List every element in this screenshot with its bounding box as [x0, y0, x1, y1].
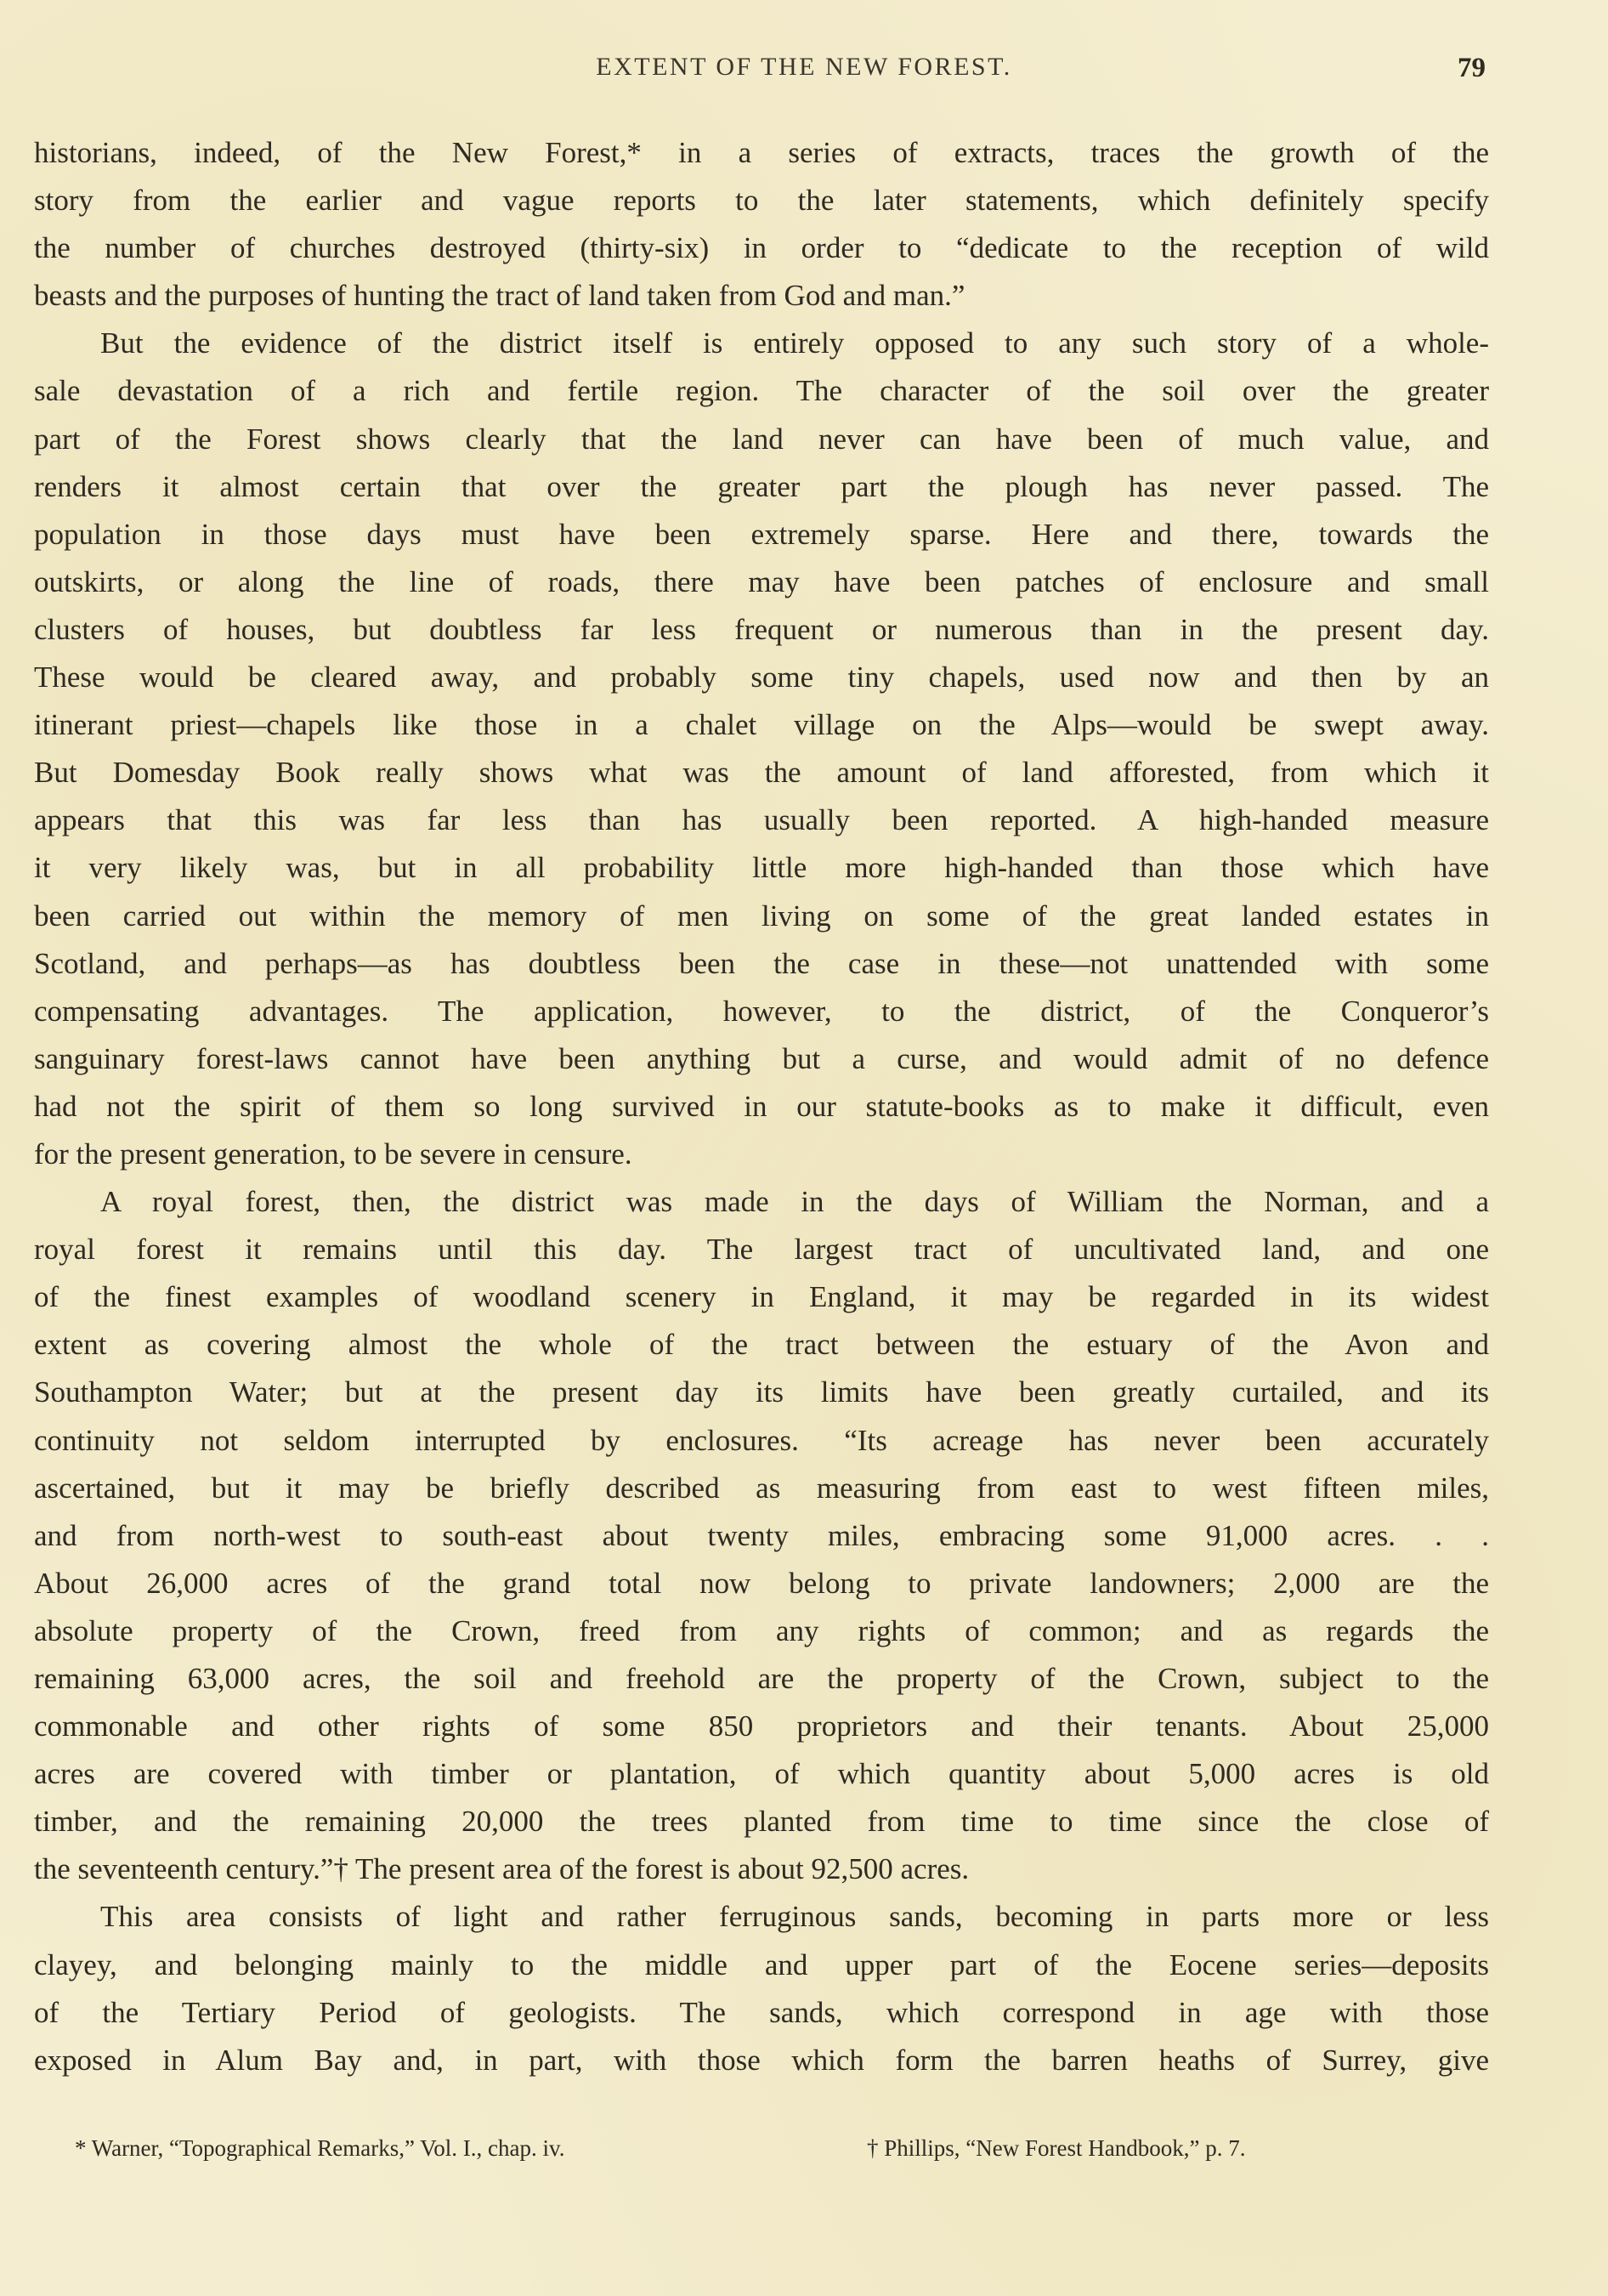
text-line: timber, and the remaining 20,000 the trees planted from time to time since the close of [34, 1805, 1489, 1839]
text-line: exposed in Alum Bay and, in part, with those which form the barren heaths of Surrey, give [34, 2043, 1489, 2077]
text-line: for the present generation, to be severe in censure. [34, 1137, 632, 1171]
text-line: renders it almost certain that over the greater part the plough has never passed. The [34, 469, 1489, 503]
text-line: acres are covered with timber or plantation, of which quantity about 5,000 acres is old [34, 1757, 1489, 1791]
footnotes [0, 2135, 1608, 2169]
text-line: the number of churches destroyed (thirty-six) in order to “dedicate to the reception of wild [34, 231, 1489, 265]
text-line: These would be cleared away, and probably some tiny chapels, used now and then by an [34, 660, 1489, 694]
text-line: itinerant priest—chapels like those in a chalet village on the Alps—would be swept away. [34, 708, 1489, 742]
running-title: EXTENT OF THE NEW FOREST. [596, 53, 1012, 81]
text-line: and from north-west to south-east about twenty miles, embracing some 91,000 acres. . . [34, 1518, 1489, 1552]
text-line: it very likely was, but in all probability little more high-handed than those which have [34, 851, 1489, 885]
text-line: remaining 63,000 acres, the soil and freehold are the property of the Crown, subject to the [34, 1662, 1489, 1695]
text-line: Southampton Water; but at the present day its limits have been greatly curtailed, and its [34, 1375, 1489, 1409]
text-line: of the finest examples of woodland scenery in England, it may be regarded in its widest [34, 1280, 1489, 1314]
running-head [0, 53, 1608, 87]
text-line: commonable and other rights of some 850 proprietors and their tenants. About 25,000 [34, 1709, 1489, 1743]
text-line: historians, indeed, of the New Forest,* in a series of extracts, traces the growth of the [34, 136, 1489, 169]
text-line: sale devastation of a rich and fertile region. The character of the soil over the greater [34, 374, 1489, 408]
text-line: story from the earlier and vague reports to the later statements, which definitely specify [34, 184, 1489, 218]
text-line: ascertained, but it may be briefly described as measuring from east to west fifteen miles, [34, 1471, 1489, 1505]
text-line: of the Tertiary Period of geologists. The sands, which correspond in age with those [34, 1995, 1489, 2029]
text-line: A royal forest, then, the district was made in the days of William the Norman, and a [100, 1185, 1489, 1219]
text-line: This area consists of light and rather ferruginous sands, becoming in parts more or less [100, 1900, 1489, 1934]
text-line: About 26,000 acres of the grand total now belong to private landowners; 2,000 are the [34, 1566, 1489, 1600]
text-line: appears that this was far less than has usually been reported. A high-handed measure [34, 803, 1489, 837]
text-line: extent as covering almost the whole of the tract between the estuary of the Avon and [34, 1328, 1489, 1362]
text-line: compensating advantages. The application, however, to the district, of the Conqueror’s [34, 994, 1489, 1028]
text-line: continuity not seldom interrupted by enclosures. “Its acreage has never been accurately [34, 1423, 1489, 1457]
text-line: But Domesday Book really shows what was the amount of land afforested, from which it [34, 756, 1489, 790]
text-line: outskirts, or along the line of roads, there may have been patches of enclosure and small [34, 564, 1489, 598]
body-text [34, 129, 1489, 2084]
footnote-warner: * Warner, “Topographical Remarks,” Vol. I., chap. iv. [75, 2135, 565, 2161]
text-line: population in those days must have been extremely sparse. Here and there, towards the [34, 517, 1489, 551]
text-line: had not the spirit of them so long survived in our statute-books as to make it difficult, even [34, 1089, 1489, 1123]
text-line: been carried out within the memory of men living on some of the great landed estates in [34, 899, 1489, 933]
text-line: royal forest it remains until this day. The largest tract of uncultivated land, and one [34, 1233, 1489, 1267]
page-number: 79 [1458, 53, 1486, 83]
text-line: But the evidence of the district itself is entirely opposed to any such story of a whole- [100, 326, 1489, 360]
text-line: sanguinary forest-laws cannot have been anything but a curse, and would admit of no defence [34, 1041, 1489, 1075]
text-line: the seventeenth century.”† The present area of the forest is about 92,500 acres. [34, 1852, 970, 1886]
text-line: beasts and the purposes of hunting the tract of land taken from God and man.” [34, 279, 965, 313]
text-line: part of the Forest shows clearly that the land never can have been of much value, and [34, 422, 1489, 456]
text-line: absolute property of the Crown, freed from any rights of common; and as regards the [34, 1613, 1489, 1647]
text-line: clusters of houses, but doubtless far less frequent or numerous than in the present day. [34, 612, 1489, 646]
text-line: Scotland, and perhaps—as has doubtless been the case in these—not unattended with some [34, 946, 1489, 980]
footnote-phillips: † Phillips, “New Forest Handbook,” p. 7. [867, 2135, 1246, 2161]
text-line: clayey, and belonging mainly to the middle and upper part of the Eocene series—deposits [34, 1947, 1489, 1981]
